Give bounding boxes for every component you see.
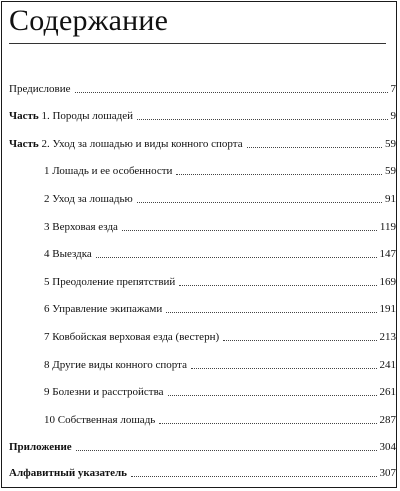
toc-entry-appendix <box>9 441 396 454</box>
toc-entry-label: 1 Лошадь и ее особенности <box>44 165 173 177</box>
toc-entry-preface <box>9 83 396 96</box>
toc-entry-label: 4 Выездка <box>44 248 92 260</box>
toc-entry-index <box>9 467 396 480</box>
toc-entry-label: 8 Другие виды конного спорта <box>44 359 187 371</box>
toc-page-number: 147 <box>379 248 396 260</box>
toc-entry-chapter-3 <box>44 221 396 234</box>
toc-page-number: 59 <box>385 138 396 150</box>
toc-page-number: 119 <box>379 221 396 233</box>
title-divider <box>9 43 386 44</box>
toc-entry-label: 9 Болезни и расстройства <box>44 386 164 398</box>
toc-leader <box>179 285 376 286</box>
toc-page-number: 9 <box>390 110 396 122</box>
toc-leader <box>159 423 376 424</box>
toc-leader <box>75 92 388 93</box>
toc-entry-chapter-2 <box>44 193 396 206</box>
toc-entry-label: 10 Собственная лошадь <box>44 414 156 426</box>
toc-entry-chapter-8 <box>44 359 396 372</box>
toc-entry-label: 2 Уход за лошадью <box>44 193 133 205</box>
toc-leader <box>76 450 377 451</box>
toc-page-number: 169 <box>379 276 396 288</box>
toc-entry-part-1 <box>9 110 396 123</box>
toc-leader <box>166 312 376 313</box>
toc-entry-label: Приложение <box>9 441 72 453</box>
toc-entry-chapter-10 <box>44 414 396 427</box>
toc-page-number: 59 <box>385 165 396 177</box>
toc-leader <box>168 395 377 396</box>
toc-page-number: 213 <box>379 331 396 343</box>
toc-entry-label: 6 Управление экипажами <box>44 303 163 315</box>
toc-entry-chapter-5 <box>44 276 396 289</box>
toc-entry-label: Предисловие <box>9 83 71 95</box>
toc-leader <box>96 257 377 258</box>
toc-entry-label: 7 Ковбойская верховая езда (вестерн) <box>44 331 220 343</box>
toc-leader <box>137 202 382 203</box>
toc-page-number: 7 <box>390 83 396 95</box>
toc-page-number: 191 <box>379 303 396 315</box>
toc-entry-label: 5 Преодоление препятствий <box>44 276 176 288</box>
toc-page-number: 287 <box>379 414 396 426</box>
page-title: Содержание <box>9 4 169 37</box>
toc-leader <box>137 119 387 120</box>
toc-entry-label: Часть 1. Породы лошадей <box>9 110 134 122</box>
toc-entry-chapter-6 <box>44 303 396 316</box>
toc-leader <box>223 340 376 341</box>
toc-entry-chapter-9 <box>44 386 396 399</box>
toc-entry-chapter-7 <box>44 331 396 344</box>
toc-page-number: 304 <box>379 441 396 453</box>
toc-page-number: 261 <box>379 386 396 398</box>
toc-entry-label: 3 Верховая езда <box>44 221 118 233</box>
toc-page-number: 307 <box>379 467 396 479</box>
toc-entry-part-2 <box>9 138 396 151</box>
toc-page-number: 241 <box>379 359 396 371</box>
toc-leader <box>131 476 376 477</box>
toc-leader <box>176 174 382 175</box>
toc-leader <box>247 147 382 148</box>
toc-entry-chapter-1 <box>44 165 396 178</box>
toc-leader <box>191 368 377 369</box>
toc-entry-label: Алфавитный указатель <box>9 467 128 479</box>
toc-leader <box>122 230 377 231</box>
toc-page-number: 91 <box>385 193 396 205</box>
toc-entry-chapter-4 <box>44 248 396 261</box>
toc-entry-label: Часть 2. Уход за лошадью и виды конного спорта <box>9 138 243 150</box>
